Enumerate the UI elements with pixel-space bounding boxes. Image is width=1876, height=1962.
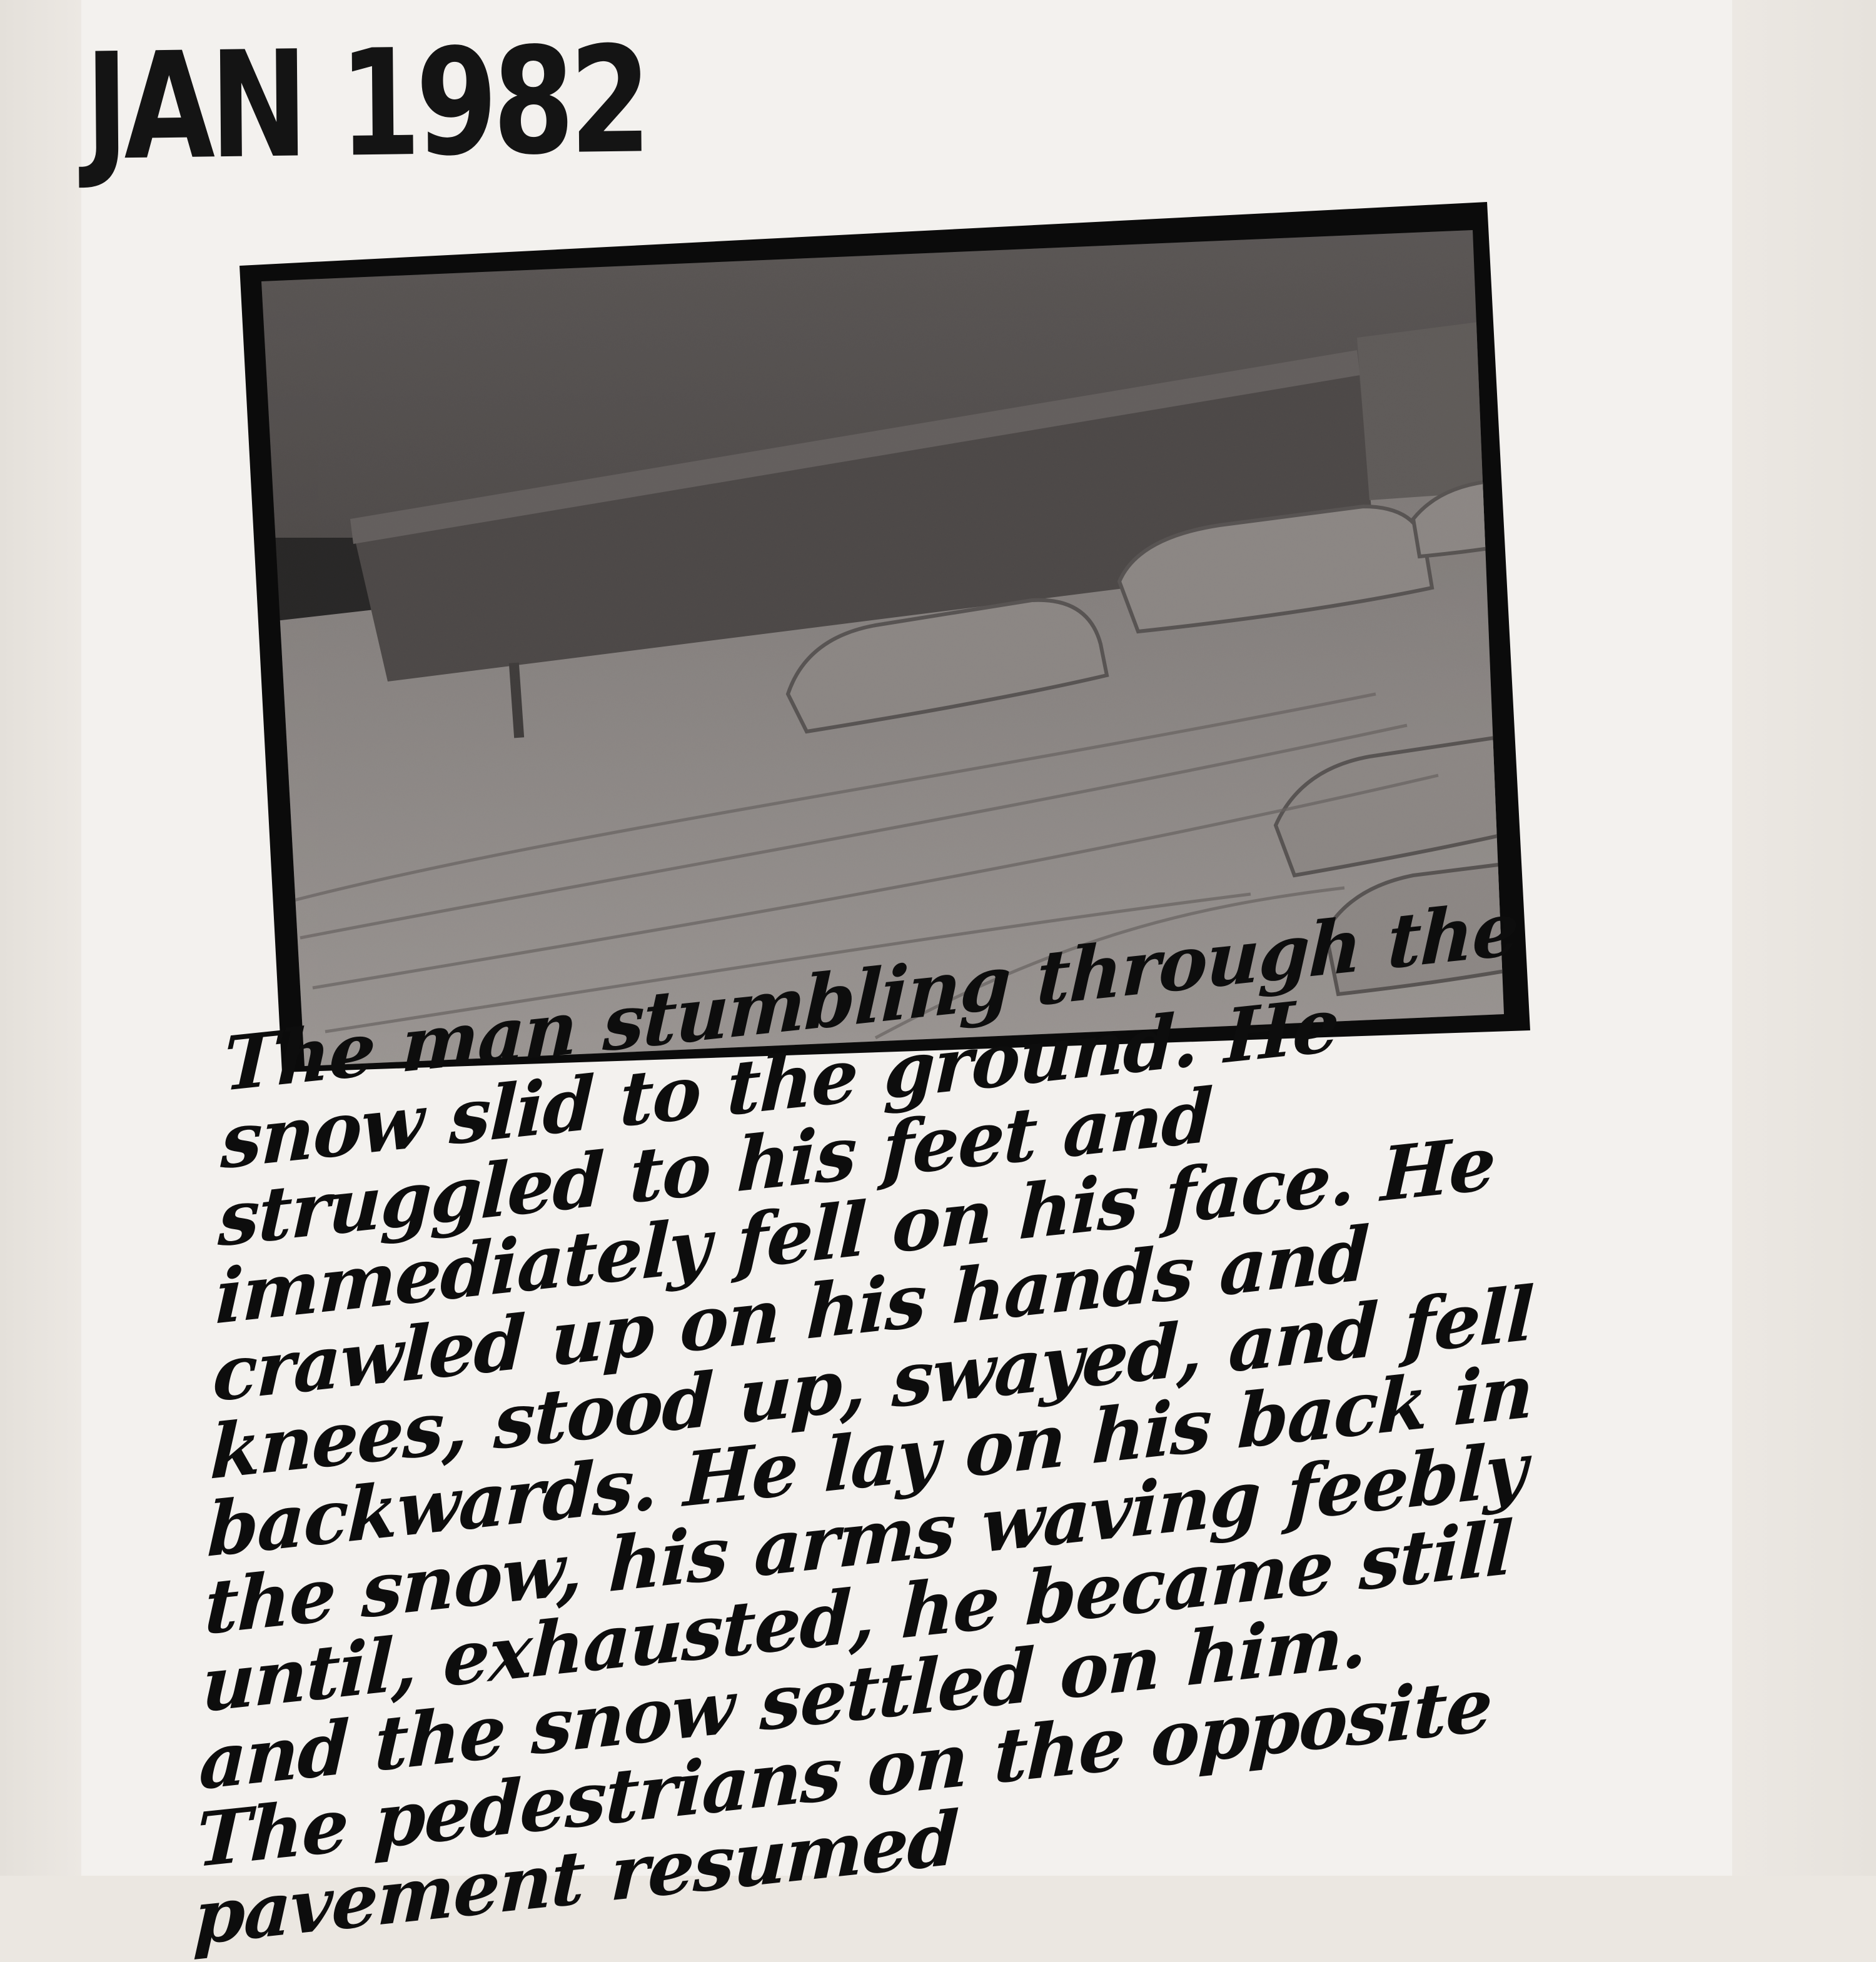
date-heading: JAN 1982	[84, 15, 647, 193]
handwritten-caption: The man stumbling through the snow slid to the ground. He struggled to his feet and immediately fell on his face. He crawled up on his hands and knees, stood up, swayed, and fell backwards. He lay on his back in the snow, his arms waving feebly until, exhausted, he became still and the snow settled on him. The pedestrians on the opposite pavement resumed	[192, 884, 1535, 1962]
